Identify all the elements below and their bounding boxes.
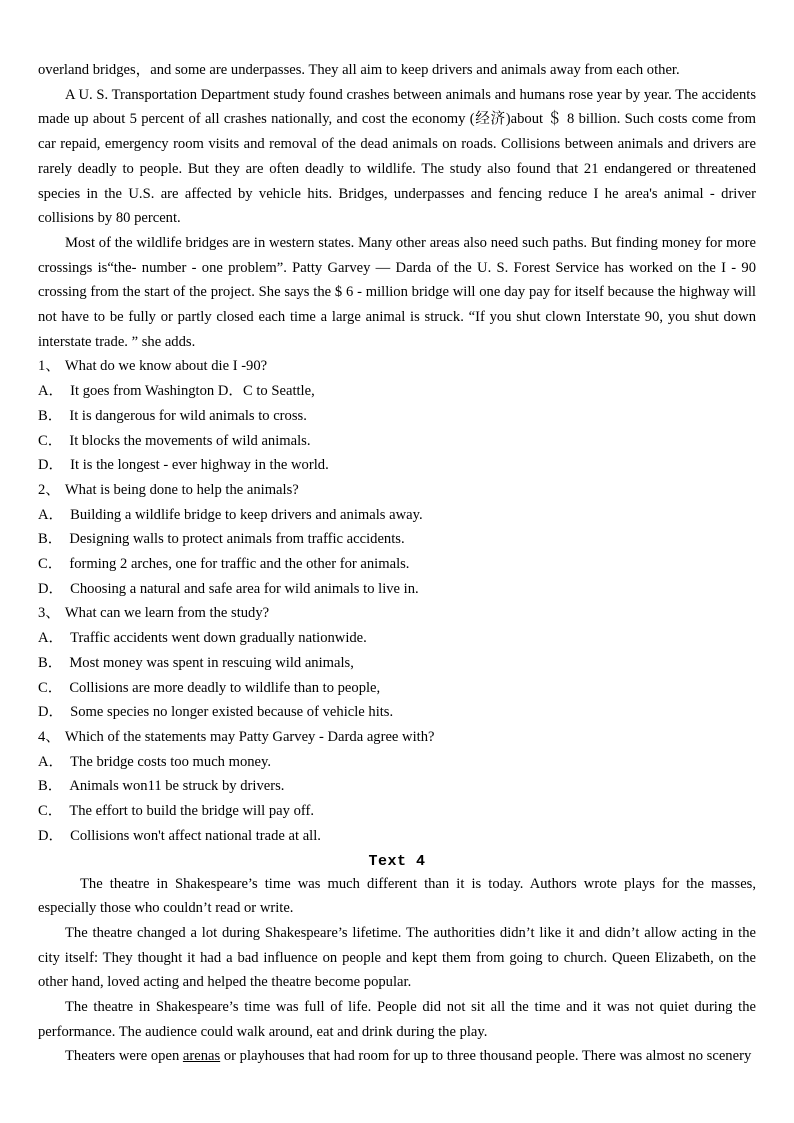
option-line xyxy=(38,651,756,676)
question-number: 2、 xyxy=(38,481,60,498)
option-text: Collisions are more deadly to wildlife than to people, xyxy=(69,679,381,696)
option-letter: A． xyxy=(38,383,64,400)
option-letter: D． xyxy=(38,704,64,721)
question-line xyxy=(38,601,756,626)
option-line xyxy=(38,453,756,478)
passage-text4 xyxy=(38,851,756,1070)
paragraph-text: Theaters were open xyxy=(65,1048,183,1065)
option-line xyxy=(38,379,756,404)
option-text: It is the longest - ever highway in the world. xyxy=(70,457,329,474)
question-block xyxy=(38,478,756,602)
option-letter: B． xyxy=(38,531,63,548)
question-line xyxy=(38,478,756,503)
option-text: Animals won11 be struck by drivers. xyxy=(69,778,285,795)
option-text: Designing walls to protect animals from traffic accidents. xyxy=(69,531,405,548)
option-line xyxy=(38,404,756,429)
option-line xyxy=(38,676,756,701)
option-text: Some species no longer existed because of vehicle hits. xyxy=(70,704,394,721)
paragraph-text: or playhouses that had room for up to three thousand people. There was almost no scenery xyxy=(220,1048,752,1065)
question-line xyxy=(38,725,756,750)
option-letter: C． xyxy=(38,803,63,820)
option-text: It goes from Washington D．C to Seattle, xyxy=(70,383,315,400)
passage-paragraph: The theatre changed a lot during Shakespeare’s lifetime. The authorities didn’t like it and didn’t allow acting in the city itself: They thought it had a bad influence on people and kept them from going to church. Queen Elizabeth, on the other hand, loved acting and helped the theatre become popular. xyxy=(38,924,756,991)
question-line xyxy=(38,354,756,379)
option-letter: B． xyxy=(38,407,63,424)
option-letter: D． xyxy=(38,827,64,844)
option-text: Most money was spent in rescuing wild animals, xyxy=(69,654,354,671)
option-line xyxy=(38,700,756,725)
question-text: What can we learn from the study? xyxy=(64,605,270,622)
option-text: Traffic accidents went down gradually nationwide. xyxy=(70,630,367,647)
option-letter: B． xyxy=(38,778,63,795)
option-line xyxy=(38,527,756,552)
option-letter: D． xyxy=(38,580,64,597)
passage-paragraph xyxy=(38,1044,756,1069)
option-text: The bridge costs too much money. xyxy=(70,753,272,770)
option-letter: C． xyxy=(38,556,63,573)
option-text: Building a wildlife bridge to keep drivers and animals away. xyxy=(70,506,423,523)
option-text: Collisions won't affect national trade at all. xyxy=(70,827,321,844)
text4-heading: Text 4 xyxy=(368,852,426,870)
passage-paragraph: The theatre in Shakespeare’s time was full of life. People did not sit all the time and it was not quiet during the performance. The audience could walk around, eat and drink during the play. xyxy=(38,999,756,1040)
option-letter: A． xyxy=(38,506,64,523)
question-number: 1、 xyxy=(38,358,60,375)
option-text: forming 2 arches, one for traffic and the other for animals. xyxy=(69,556,410,573)
passage-paragraph: Most of the wildlife bridges are in western states. Many other areas also need such paths. But finding money for more crossings is“the- number - one problem”. Patty Garvey — Darda of the U. S. Forest Service has worked on the I - 90 crossing from the start of the project. She says the $ 6 - million bridge will one day pay for itself because the highway will not have to be fully or partly closed each time a large animal is struck. “If you shut clown Interstate 90, you shut down interstate trade. ” she adds. xyxy=(38,234,756,350)
question-block xyxy=(38,725,756,849)
option-line xyxy=(38,799,756,824)
question-text: What do we know about die I -90? xyxy=(64,358,268,375)
option-line xyxy=(38,429,756,454)
question-section xyxy=(38,354,756,848)
question-text: Which of the statements may Patty Garvey - Darda agree with? xyxy=(64,728,435,745)
question-block xyxy=(38,354,756,478)
passage-paragraph: A U. S. Transportation Department study found crashes between animals and humans rose year by year. The accidents made up about 5 percent of all crashes nationally, and cost the economy (经济)about ＄ 8 billion. Such costs come from car repaid, emergency room visits and removal of the dead animals on roads. Collisions between animals and drivers are rarely deadly to people. But they are often deadly to wildlife. The study also found that 21 endangered or threatened species in the U.S. are affected by vehicle hits. Bridges, underpasses and fencing reduce I he area's animal - driver collisions by 80 percent. xyxy=(38,86,756,227)
question-text: What is being done to help the animals? xyxy=(64,481,299,498)
option-text: Choosing a natural and safe area for wild animals to live in. xyxy=(70,580,419,597)
option-letter: C． xyxy=(38,432,63,449)
option-letter: C． xyxy=(38,679,63,696)
passage-paragraph: overland bridges，and some are underpasses. They all aim to keep drivers and animals away from each other. xyxy=(38,62,680,78)
question-number: 3、 xyxy=(38,605,60,622)
passage-wildlife xyxy=(38,58,756,354)
option-letter: A． xyxy=(38,630,64,647)
option-text: It is dangerous for wild animals to cross. xyxy=(69,407,307,424)
option-letter: B． xyxy=(38,654,63,671)
option-letter: D． xyxy=(38,457,64,474)
option-text: The effort to build the bridge will pay off. xyxy=(69,803,314,820)
underlined-term: arenas xyxy=(182,1048,221,1065)
option-line xyxy=(38,626,756,651)
option-line xyxy=(38,577,756,602)
option-line xyxy=(38,774,756,799)
option-line xyxy=(38,750,756,775)
question-number: 4、 xyxy=(38,728,60,745)
option-text: It blocks the movements of wild animals. xyxy=(69,432,311,449)
option-line xyxy=(38,503,756,528)
option-line xyxy=(38,824,756,849)
passage-paragraph: The theatre in Shakespeare’s time was much different than it is today. Authors wrote plays for the masses, especially those who couldn’t read or write. xyxy=(38,875,756,917)
option-letter: A． xyxy=(38,753,64,770)
option-line xyxy=(38,552,756,577)
question-block xyxy=(38,601,756,725)
